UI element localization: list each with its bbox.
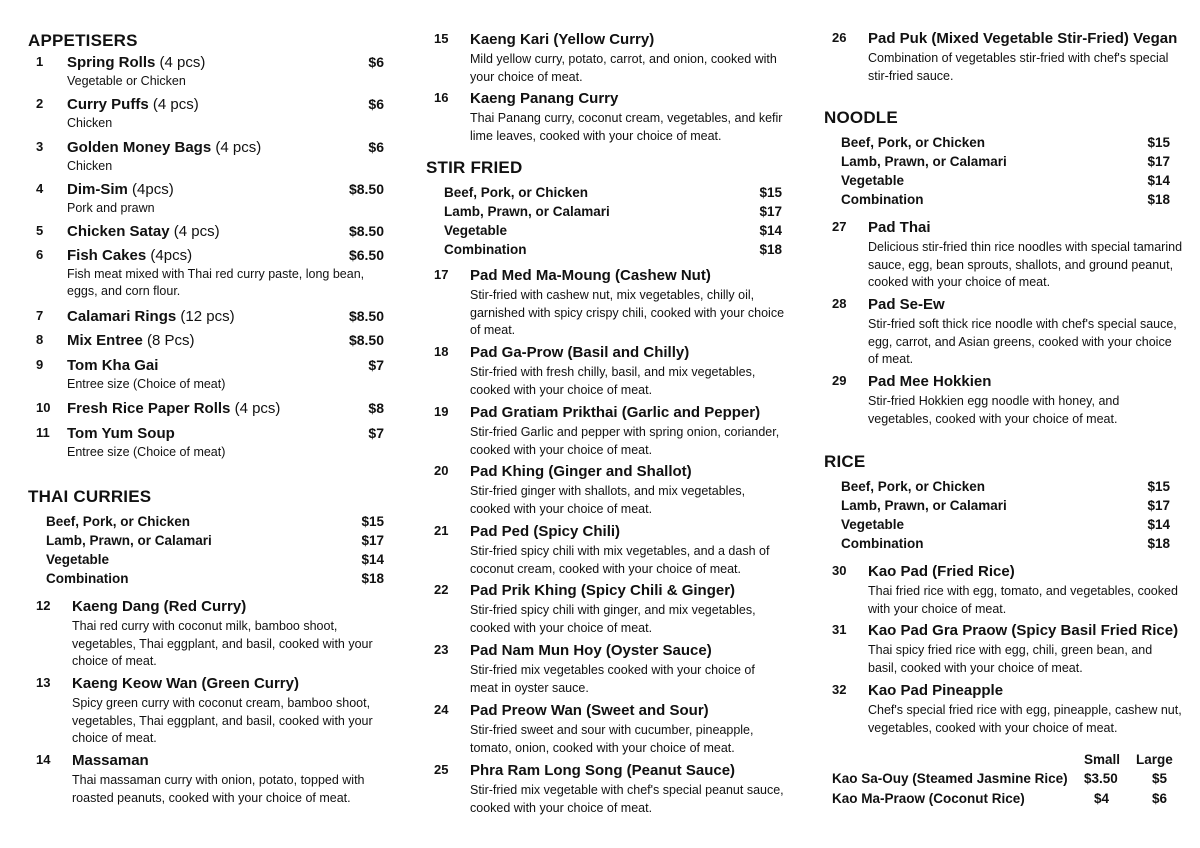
item-description: Stir-fried soft thick rice noodle with chef's special sauce, egg, carrot, and Asian greens, cooked with your choice of meat. bbox=[868, 317, 1177, 366]
item-name: Tom Kha Gai bbox=[67, 357, 159, 374]
item-number: 6 bbox=[36, 247, 44, 262]
item-description: Stir-fried with fresh chilly, basil, and mix vegetables, cooked with your choice of meat. bbox=[470, 365, 756, 397]
item-description: Delicious stir-fried thin rice noodles with special tamarind sauce, egg, bean sprouts, shallots, and ground peanut, cooked with your choice of meat. bbox=[868, 240, 1183, 289]
item-number: 30 bbox=[832, 563, 847, 578]
menu-item bbox=[28, 247, 384, 298]
side-rice-name: Kao Ma-Praow (Coconut Rice) bbox=[832, 791, 1025, 806]
price-row: Lamb, Prawn, or Calamari $17 bbox=[46, 533, 384, 548]
item-number: 3 bbox=[36, 139, 44, 154]
item-name: Pad Se-Ew bbox=[868, 296, 945, 313]
item-number: 2 bbox=[36, 96, 44, 111]
item-number: 32 bbox=[832, 682, 847, 697]
item-number: 4 bbox=[36, 181, 44, 196]
side-rice-name: Kao Sa-Ouy (Steamed Jasmine Rice) bbox=[832, 771, 1068, 786]
item-number: 16 bbox=[434, 90, 449, 105]
menu-item bbox=[28, 96, 384, 130]
item-number: 19 bbox=[434, 404, 449, 419]
item-description: Stir-fried Garlic and pepper with spring onion, coriander, cooked with your choice of meat. bbox=[470, 425, 780, 457]
side-rice-row bbox=[832, 771, 1068, 786]
item-description: Pork and prawn bbox=[67, 201, 155, 215]
item-name: Spring Rolls (4 pcs) bbox=[67, 54, 206, 71]
price-row: Lamb, Prawn, or Calamari $17 bbox=[841, 154, 1170, 169]
item-number: 22 bbox=[434, 582, 449, 597]
menu-item bbox=[28, 54, 384, 88]
item-number: 14 bbox=[36, 752, 51, 767]
item-name: Fresh Rice Paper Rolls (4 pcs) bbox=[67, 400, 281, 417]
item-name: Tom Yum Soup bbox=[67, 425, 175, 442]
item-name: Massaman bbox=[72, 752, 149, 769]
item-description: Thai spicy fried rice with egg, chili, green bean, and basil, cooked with your choice of meat. bbox=[868, 643, 1153, 675]
item-number: 24 bbox=[434, 702, 449, 717]
item-number: 8 bbox=[36, 332, 44, 347]
item-name: Pad Khing (Ginger and Shallot) bbox=[470, 463, 692, 480]
item-number: 27 bbox=[832, 219, 847, 234]
size-large-header: Large bbox=[1136, 752, 1173, 767]
item-name: Pad Mee Hokkien bbox=[868, 373, 992, 390]
item-name: Kaeng Dang (Red Curry) bbox=[72, 598, 247, 615]
item-name: Kao Pad Gra Praow (Spicy Basil Fried Rice) bbox=[868, 622, 1179, 639]
item-description: Thai red curry with coconut milk, bamboo shoot, vegetables, Thai eggplant, and basil, cooked with your choice of meat. bbox=[72, 619, 373, 668]
item-description: Thai fried rice with egg, tomato, and vegetables, cooked with your choice of meat. bbox=[868, 584, 1178, 616]
item-name: Kao Pad Pineapple bbox=[868, 682, 1004, 699]
item-description: Stir-fried mix vegetable with chef's special peanut sauce, cooked with your choice of meat. bbox=[470, 783, 784, 815]
menu-item bbox=[28, 357, 384, 391]
size-small-header: Small bbox=[1084, 752, 1121, 767]
item-number: 17 bbox=[434, 267, 449, 282]
item-price: $7 bbox=[368, 425, 384, 441]
item-description: Stir-fried spicy chili with ginger, and mix vegetables, cooked with your choice of meat. bbox=[470, 603, 756, 635]
item-name: Pad Gratiam Prikthai (Garlic and Pepper) bbox=[470, 404, 761, 421]
item-name: Kaeng Kari (Yellow Curry) bbox=[470, 31, 655, 48]
item-name: Dim-Sim (4pcs) bbox=[67, 181, 174, 198]
item-price: $8.50 bbox=[348, 223, 384, 239]
menu-item bbox=[28, 139, 384, 173]
item-name: Pad Ped (Spicy Chili) bbox=[470, 523, 621, 540]
item-number: 10 bbox=[36, 400, 51, 415]
item-name: Mix Entree (8 Pcs) bbox=[67, 332, 195, 349]
item-price: $8.50 bbox=[348, 181, 384, 197]
item-number: 18 bbox=[434, 344, 449, 359]
menu-item bbox=[28, 308, 384, 328]
item-description: Chicken bbox=[67, 159, 113, 173]
price-row: Beef, Pork, or Chicken $15 bbox=[841, 479, 1170, 494]
item-description: Mild yellow curry, potato, carrot, and onion, cooked with your choice of meat. bbox=[470, 52, 777, 84]
menu-item bbox=[28, 332, 384, 352]
stir-fried-title: STIR FRIED bbox=[426, 158, 523, 177]
item-number: 1 bbox=[36, 54, 44, 69]
item-number: 29 bbox=[832, 373, 847, 388]
price-row: Vegetable $14 bbox=[841, 517, 1170, 532]
item-name: Pad Puk (Mixed Vegetable Stir-Fried) Vegan bbox=[868, 30, 1178, 47]
price-row: Beef, Pork, or Chicken $15 bbox=[841, 135, 1170, 150]
price-row: Combination $18 bbox=[46, 571, 384, 586]
price-row: Vegetable $14 bbox=[841, 173, 1170, 188]
item-price: $6 bbox=[368, 96, 384, 112]
item-number: 26 bbox=[832, 30, 847, 45]
item-name: Phra Ram Long Song (Peanut Sauce) bbox=[470, 762, 736, 779]
price-row: Combination $18 bbox=[841, 192, 1170, 207]
item-name: Kaeng Panang Curry bbox=[470, 90, 619, 107]
appetisers-title: APPETISERS bbox=[28, 31, 138, 50]
item-description: Vegetable or Chicken bbox=[67, 74, 186, 88]
menu-item bbox=[28, 425, 384, 459]
item-price: $6.50 bbox=[348, 247, 384, 263]
item-name: Pad Preow Wan (Sweet and Sour) bbox=[470, 702, 709, 719]
price-row: Combination $18 bbox=[841, 536, 1170, 551]
item-name: Kaeng Keow Wan (Green Curry) bbox=[72, 675, 299, 692]
item-number: 7 bbox=[36, 308, 44, 323]
item-name: Golden Money Bags (4 pcs) bbox=[67, 139, 262, 156]
price-row: Lamb, Prawn, or Calamari $17 bbox=[841, 498, 1170, 513]
item-number: 9 bbox=[36, 357, 44, 372]
item-description: Thai massaman curry with onion, potato, topped with roasted peanuts, cooked with your choice of meat. bbox=[72, 773, 365, 805]
side-rice-small-price: $4 bbox=[1094, 791, 1110, 806]
price-row: Vegetable $14 bbox=[46, 552, 384, 567]
noodle-title: NOODLE bbox=[824, 108, 898, 127]
item-name: Curry Puffs (4 pcs) bbox=[67, 96, 199, 113]
item-description: Fish meat mixed with Thai red curry paste, long bean, eggs, and corn flour. bbox=[67, 267, 365, 298]
item-description: Entree size (Choice of meat) bbox=[67, 377, 226, 391]
item-price: $8.50 bbox=[348, 308, 384, 324]
price-row: Combination $18 bbox=[444, 242, 782, 257]
item-description: Stir-fried with cashew nut, mix vegetables, chilly oil, garnished with spicy crispy chili, cooked with your choice of meat. bbox=[470, 288, 785, 337]
item-name: Pad Nam Mun Hoy (Oyster Sauce) bbox=[470, 642, 712, 659]
side-rice-row bbox=[832, 791, 1025, 806]
menu-item bbox=[28, 181, 384, 215]
item-number: 31 bbox=[832, 622, 847, 637]
item-number: 20 bbox=[434, 463, 449, 478]
item-name: Pad Ga-Prow (Basil and Chilly) bbox=[470, 344, 690, 361]
item-description: Stir-fried spicy chili with mix vegetables, and a dash of coconut cream, cooked with your choice of meat. bbox=[470, 544, 770, 576]
item-name: Pad Prik Khing (Spicy Chili & Ginger) bbox=[470, 582, 736, 599]
item-number: 11 bbox=[36, 425, 50, 440]
side-rice-large-price: $6 bbox=[1152, 791, 1168, 806]
price-row: Beef, Pork, or Chicken $15 bbox=[46, 514, 384, 529]
item-description: Stir-fried ginger with shallots, and mix vegetables, cooked with your choice of meat. bbox=[470, 484, 746, 516]
item-name: Kao Pad (Fried Rice) bbox=[868, 563, 1015, 580]
item-number: 21 bbox=[434, 523, 449, 538]
item-name: Pad Thai bbox=[868, 219, 931, 236]
rice-title: RICE bbox=[824, 452, 866, 471]
thai-curries-title: THAI CURRIES bbox=[28, 487, 152, 506]
item-description: Chicken bbox=[67, 116, 113, 130]
item-description: Thai Panang curry, coconut cream, vegetables, and kefir lime leaves, cooked with your choice of meat. bbox=[470, 111, 783, 143]
item-price: $7 bbox=[368, 357, 384, 373]
item-number: 28 bbox=[832, 296, 847, 311]
side-rice-small-price: $3.50 bbox=[1084, 771, 1118, 786]
price-row: Vegetable $14 bbox=[444, 223, 782, 238]
item-price: $8 bbox=[368, 400, 384, 416]
item-number: 25 bbox=[434, 762, 449, 777]
item-price: $6 bbox=[368, 54, 384, 70]
item-number: 5 bbox=[36, 223, 44, 238]
item-price: $8.50 bbox=[348, 332, 384, 348]
menu-item bbox=[28, 400, 384, 420]
price-row: Lamb, Prawn, or Calamari $17 bbox=[444, 204, 782, 219]
item-name: Fish Cakes (4pcs) bbox=[67, 247, 193, 264]
item-number: 23 bbox=[434, 642, 449, 657]
item-name: Calamari Rings (12 pcs) bbox=[67, 308, 235, 325]
item-description: Stir-fried Hokkien egg noodle with honey, and vegetables, cooked with your choice of meat. bbox=[868, 394, 1120, 426]
item-name: Chicken Satay (4 pcs) bbox=[67, 223, 220, 240]
item-price: $6 bbox=[368, 139, 384, 155]
side-rice-large-price: $5 bbox=[1152, 771, 1168, 786]
item-number: 13 bbox=[36, 675, 51, 690]
menu-item bbox=[28, 223, 384, 243]
item-name: Pad Med Ma-Moung (Cashew Nut) bbox=[470, 267, 711, 284]
item-number: 15 bbox=[434, 31, 449, 46]
price-row: Beef, Pork, or Chicken $15 bbox=[444, 185, 782, 200]
item-description: Combination of vegetables stir-fried with chef's special stir-fried sauce. bbox=[868, 51, 1169, 83]
item-number: 12 bbox=[36, 598, 51, 613]
item-description: Spicy green curry with coconut cream, bamboo shoot, vegetables, Thai eggplant, and basil, cooked with your choice of meat. bbox=[72, 696, 373, 745]
item-description: Chef's special fried rice with egg, pineapple, cashew nut, vegetables, cooked with your choice of meat. bbox=[868, 703, 1182, 735]
item-description: Stir-fried sweet and sour with cucumber, pineapple, tomato, onion, cooked with your choice of meat. bbox=[470, 723, 754, 755]
item-description: Entree size (Choice of meat) bbox=[67, 445, 226, 459]
item-description: Stir-fried mix vegetables cooked with your choice of meat in oyster sauce. bbox=[470, 663, 755, 695]
